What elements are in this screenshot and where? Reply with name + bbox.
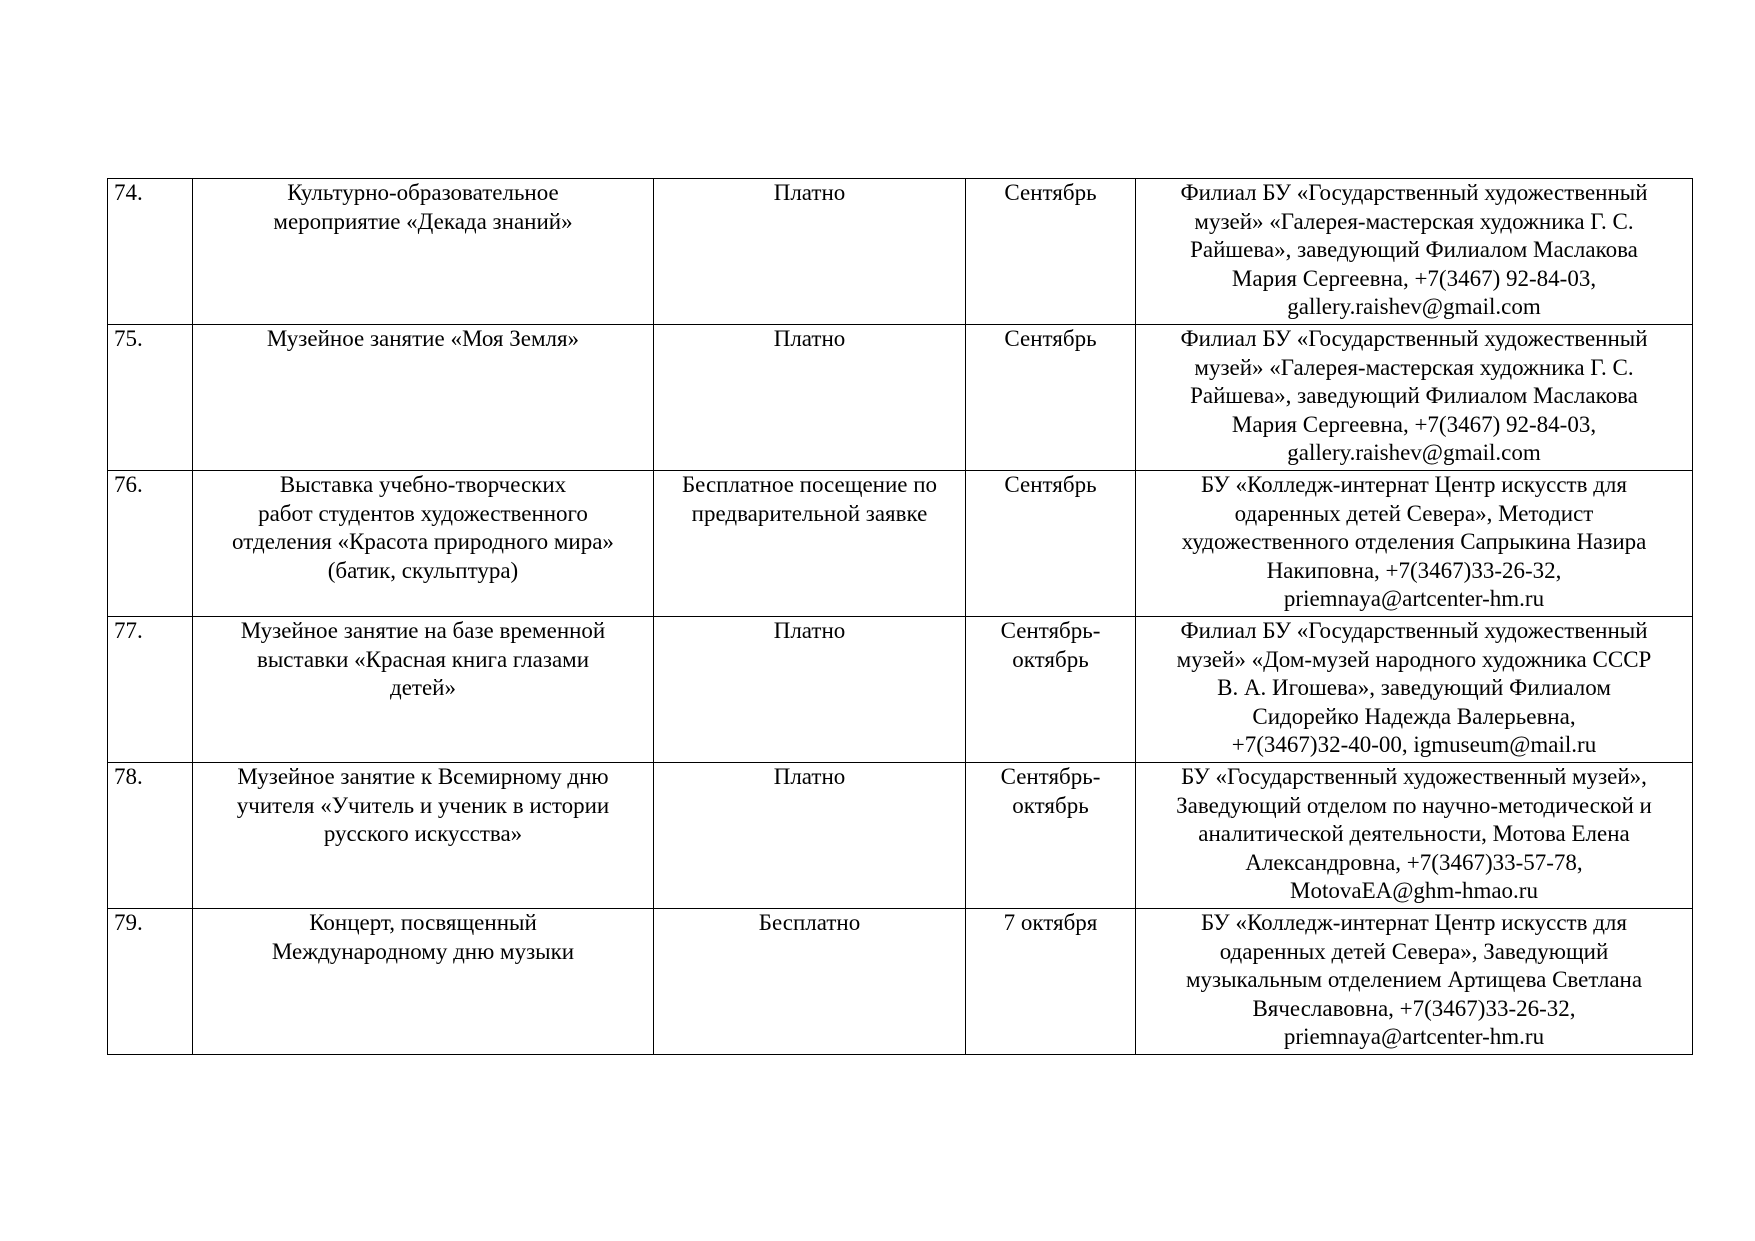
cost-cell <box>654 763 966 909</box>
cost-text: Платно <box>773 326 846 351</box>
row-number: 77. <box>114 618 143 643</box>
row-number-cell <box>108 617 193 763</box>
event-cell <box>193 471 654 617</box>
date-cell <box>966 471 1136 617</box>
organizer-cell <box>1136 909 1693 1055</box>
row-number: 74. <box>114 180 143 205</box>
organizer-cell <box>1136 617 1693 763</box>
organizer-cell <box>1136 763 1693 909</box>
event-title: Музейное занятие «Моя Земля» <box>266 326 580 351</box>
date-text: Сентябрь <box>1004 326 1097 351</box>
table-row <box>108 179 1693 325</box>
table-row <box>108 763 1693 909</box>
cost-cell <box>654 617 966 763</box>
row-number-cell <box>108 179 193 325</box>
table-row <box>108 471 1693 617</box>
row-number: 75. <box>114 326 143 351</box>
date-text: Сентябрь <box>1004 472 1097 497</box>
events-table <box>107 178 1693 1055</box>
cost-text: Платно <box>773 764 846 789</box>
event-title: Музейное занятие на базе временной выставки «Красная книга глазами детей» <box>240 618 606 701</box>
row-number-cell <box>108 909 193 1055</box>
cost-text: Бесплатно <box>758 910 861 935</box>
date-text: Сентябрь- октябрь <box>1000 764 1101 818</box>
table-row <box>108 909 1693 1055</box>
event-cell <box>193 617 654 763</box>
date-text: Сентябрь- октябрь <box>1000 618 1101 672</box>
event-cell <box>193 909 654 1055</box>
date-cell <box>966 909 1136 1055</box>
row-number: 78. <box>114 764 143 789</box>
row-number: 76. <box>114 472 143 497</box>
organizer-text: БУ «Государственный художественный музей», Заведующий отделом по научно-методической и аналитической деятельности, Мотова Елена Александровна, +7(3467)33-57-78, MotovaEA@ghm-hmao.ru <box>1176 764 1652 904</box>
organizer-text: БУ «Колледж-интернат Центр искусств для одаренных детей Севера», Заведующий музыкальным отделением Артищева Светлана Вячеславовна, +7(3467)33-26-32, priemnaya@artcenter-hm.ru <box>1185 910 1643 1050</box>
date-cell <box>966 617 1136 763</box>
event-cell <box>193 325 654 471</box>
cost-cell <box>654 325 966 471</box>
cost-text: Бесплатное посещение по предварительной заявке <box>681 472 938 526</box>
row-number: 79. <box>114 910 143 935</box>
event-cell <box>193 179 654 325</box>
date-cell <box>966 325 1136 471</box>
table-row <box>108 617 1693 763</box>
date-text: Сентябрь <box>1004 180 1097 205</box>
event-cell <box>193 763 654 909</box>
cost-text: Платно <box>773 618 846 643</box>
date-text: 7 октября <box>1003 910 1098 935</box>
cost-text: Платно <box>773 180 846 205</box>
organizer-cell <box>1136 325 1693 471</box>
date-cell <box>966 179 1136 325</box>
event-title: Выставка учебно-творческих работ студентов художественного отделения «Красота природного мира» (батик, скульптура) <box>232 472 614 583</box>
date-cell <box>966 763 1136 909</box>
event-title: Музейное занятие к Всемирному дню учителя «Учитель и ученик в истории русского искусства» <box>236 764 610 847</box>
row-number-cell <box>108 471 193 617</box>
organizer-text: БУ «Колледж-интернат Центр искусств для одаренных детей Севера», Методист художественного отделения Сапрыкина Назира Накиповна, +7(3467)33-26-32, priemnaya@artcenter-hm.ru <box>1181 472 1647 612</box>
organizer-cell <box>1136 179 1693 325</box>
table-row <box>108 325 1693 471</box>
cost-cell <box>654 179 966 325</box>
cost-cell <box>654 909 966 1055</box>
cost-cell <box>654 471 966 617</box>
organizer-text: Филиал БУ «Государственный художественный музей» «Галерея-мастерская художника Г. С. Райшева», заведующий Филиалом Маслакова Мария Сергеевна, +7(3467) 92-84-03, gallery.raishev@gmail.com <box>1180 180 1648 320</box>
event-title: Культурно-образовательное мероприятие «Декада знаний» <box>273 180 573 234</box>
row-number-cell <box>108 325 193 471</box>
organizer-text: Филиал БУ «Государственный художественный музей» «Галерея-мастерская художника Г. С. Райшева», заведующий Филиалом Маслакова Мария Сергеевна, +7(3467) 92-84-03, gallery.raishev@gmail.com <box>1180 326 1648 466</box>
organizer-text: Филиал БУ «Государственный художественный музей» «Дом-музей народного художника СССР В. А. Игошева», заведующий Филиалом Сидорейко Надежда Валерьевна, +7(3467)32-40-00, igmuseum@mail.ru <box>1176 618 1652 758</box>
organizer-cell <box>1136 471 1693 617</box>
row-number-cell <box>108 763 193 909</box>
event-title: Концерт, посвященный Международному дню музыки <box>271 910 575 964</box>
